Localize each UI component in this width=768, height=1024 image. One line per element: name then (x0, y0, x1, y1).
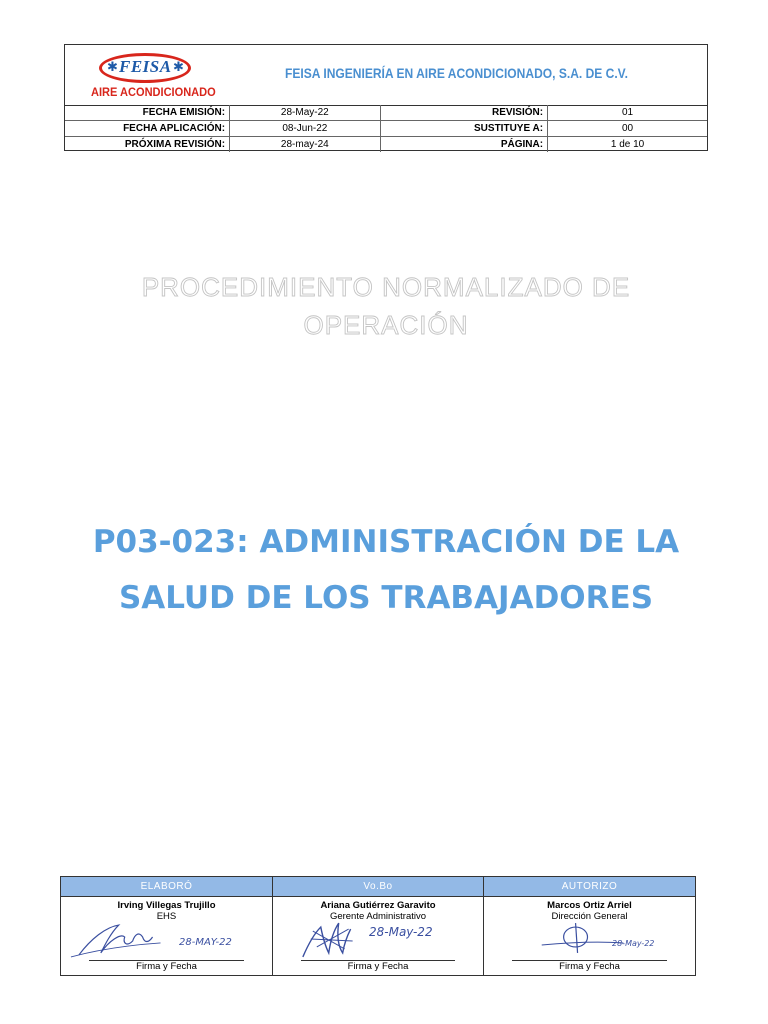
company-logo (91, 51, 221, 103)
document-type-line: OPERACIÓN (303, 310, 469, 340)
signature-table (60, 876, 696, 976)
header-top (65, 45, 707, 106)
document-title-line: P03-023: ADMINISTRACIÓN DE LA (92, 524, 680, 560)
next-review-value: 28-may-24 (230, 137, 380, 153)
handwritten-date: 28-May-22 (369, 925, 433, 939)
table-row (65, 121, 707, 137)
signature-caption: Firma y Fecha (347, 961, 409, 972)
issue-date-value: 28-May-22 (230, 105, 380, 121)
signer-position: EHS (156, 911, 177, 922)
star-icon: ✱ (107, 59, 118, 74)
signature-header-prepared: ELABORÓ (61, 877, 273, 897)
signer-name: Marcos Ortiz Arriel (547, 900, 632, 911)
signer-name: Irving Villegas Trujillo (117, 900, 216, 911)
application-date-label: FECHA APLICACIÓN: (65, 121, 230, 137)
signer-position: Gerente Administrativo (329, 911, 427, 922)
revision-label: REVISIÓN: (380, 105, 548, 121)
document-title (44, 514, 728, 626)
issue-date-label: FECHA EMISIÓN: (65, 105, 230, 121)
signature-cell-prepared (61, 897, 273, 976)
handwritten-date: 28-MAY-22 (179, 937, 232, 948)
document-control-table (65, 105, 707, 152)
signature-header-reviewed: Vo.Bo (273, 877, 484, 897)
signature-cell-authorized (484, 897, 696, 976)
handwritten-signature (61, 919, 272, 959)
logo-subtitle: AIRE ACONDICIONADO (91, 85, 216, 99)
handwritten-signature (484, 919, 695, 959)
signature-cell-reviewed (273, 897, 484, 976)
table-row (65, 137, 707, 153)
revision-value: 01 (548, 105, 707, 121)
supersedes-label: SUSTITUYE A: (380, 121, 548, 137)
document-type-line: PROCEDIMIENTO NORMALIZADO DE (141, 272, 631, 302)
next-review-label: PRÓXIMA REVISIÓN: (65, 137, 230, 153)
signature-header-authorized: AUTORIZO (484, 877, 696, 897)
signature-header-row (61, 877, 696, 897)
document-title-line: SALUD DE LOS TRABAJADORES (118, 580, 654, 616)
document-type-heading (64, 268, 708, 344)
logo-brand-text: FEISA (119, 57, 172, 76)
supersedes-value: 00 (548, 121, 707, 137)
table-row (65, 105, 707, 121)
star-icon: ✱ (173, 59, 184, 74)
page-value: 1 de 10 (610, 138, 645, 150)
signer-position: Dirección General (551, 911, 628, 922)
document-header (64, 44, 708, 151)
signature-body-row (61, 897, 696, 976)
signature-caption: Firma y Fecha (559, 961, 620, 972)
handwritten-date: 28-May-22 (612, 939, 655, 948)
signer-name: Ariana Gutiérrez Garavito (320, 900, 436, 911)
company-name: FEISA INGENIERÍA EN AIRE ACONDICIONADO, S.A. DE C.V. (285, 65, 628, 81)
application-date-value: 08-Jun-22 (230, 121, 380, 137)
signature-caption: Firma y Fecha (136, 961, 197, 972)
page-label: PÁGINA: (380, 137, 548, 153)
